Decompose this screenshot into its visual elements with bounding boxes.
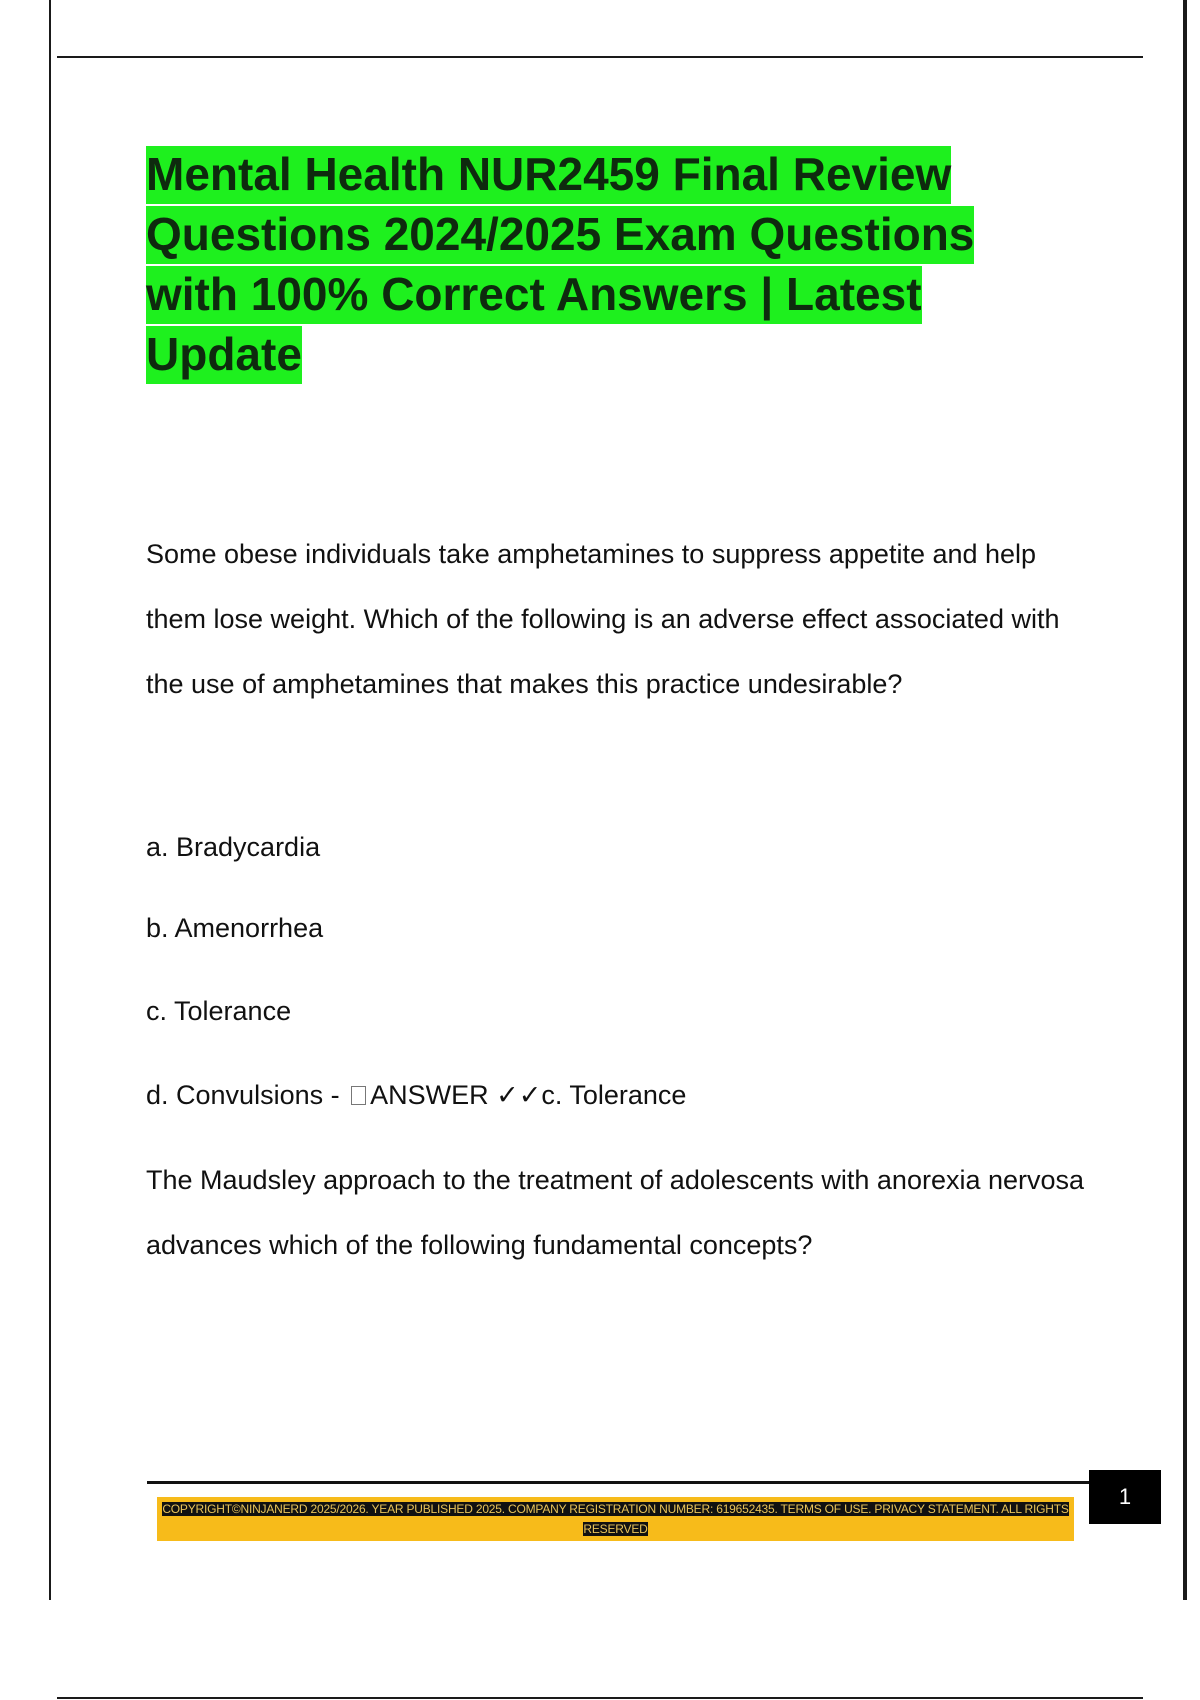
question-1-text: Some obese individuals take amphetamines to suppress appetite and help them lose weight. Which of the following is an adverse effect associated with the use of amphetamines that makes this practice undesirable? xyxy=(146,539,1060,699)
header-rule xyxy=(57,56,1143,58)
document-title xyxy=(146,144,1076,384)
question-1-option-c: c. Tolerance xyxy=(146,996,292,1026)
question-1-option-a: a. Bradycardia xyxy=(146,832,321,862)
page-border-left xyxy=(49,0,51,1600)
question-1-option-d-with-answer xyxy=(146,1077,686,1113)
copyright-text: COPYRIGHT©NINJANERD 2025/2026. YEAR PUBLISHED 2025. COMPANY REGISTRATION NUMBER: 619652435. TERMS OF USE. PRIVACY STATEMENT. ALL RIGHTS RESERVED xyxy=(162,1502,1069,1536)
title-highlight: Mental Health NUR2459 Final Review Questions 2024/2025 Exam Questions with 100% Correct Answers | Latest Update xyxy=(146,146,974,384)
page-number: 1 xyxy=(1089,1470,1161,1524)
copyright-footer xyxy=(157,1497,1074,1541)
question-1-option-b: b. Amenorrhea xyxy=(146,913,324,943)
title-block xyxy=(146,144,1076,384)
page-border-right xyxy=(1183,0,1187,1600)
missing-glyph-icon xyxy=(351,1086,366,1105)
next-page-rule xyxy=(57,1697,1143,1699)
question-1-option-d: d. Convulsions - xyxy=(146,1080,340,1110)
footer-rule xyxy=(147,1481,1090,1484)
question-2-text: The Maudsley approach to the treatment of adolescents with anorexia nervosa advances which of the following fundamental concepts? xyxy=(146,1165,1085,1260)
question-1-answer: ANSWER ✓✓c. Tolerance xyxy=(370,1080,687,1110)
